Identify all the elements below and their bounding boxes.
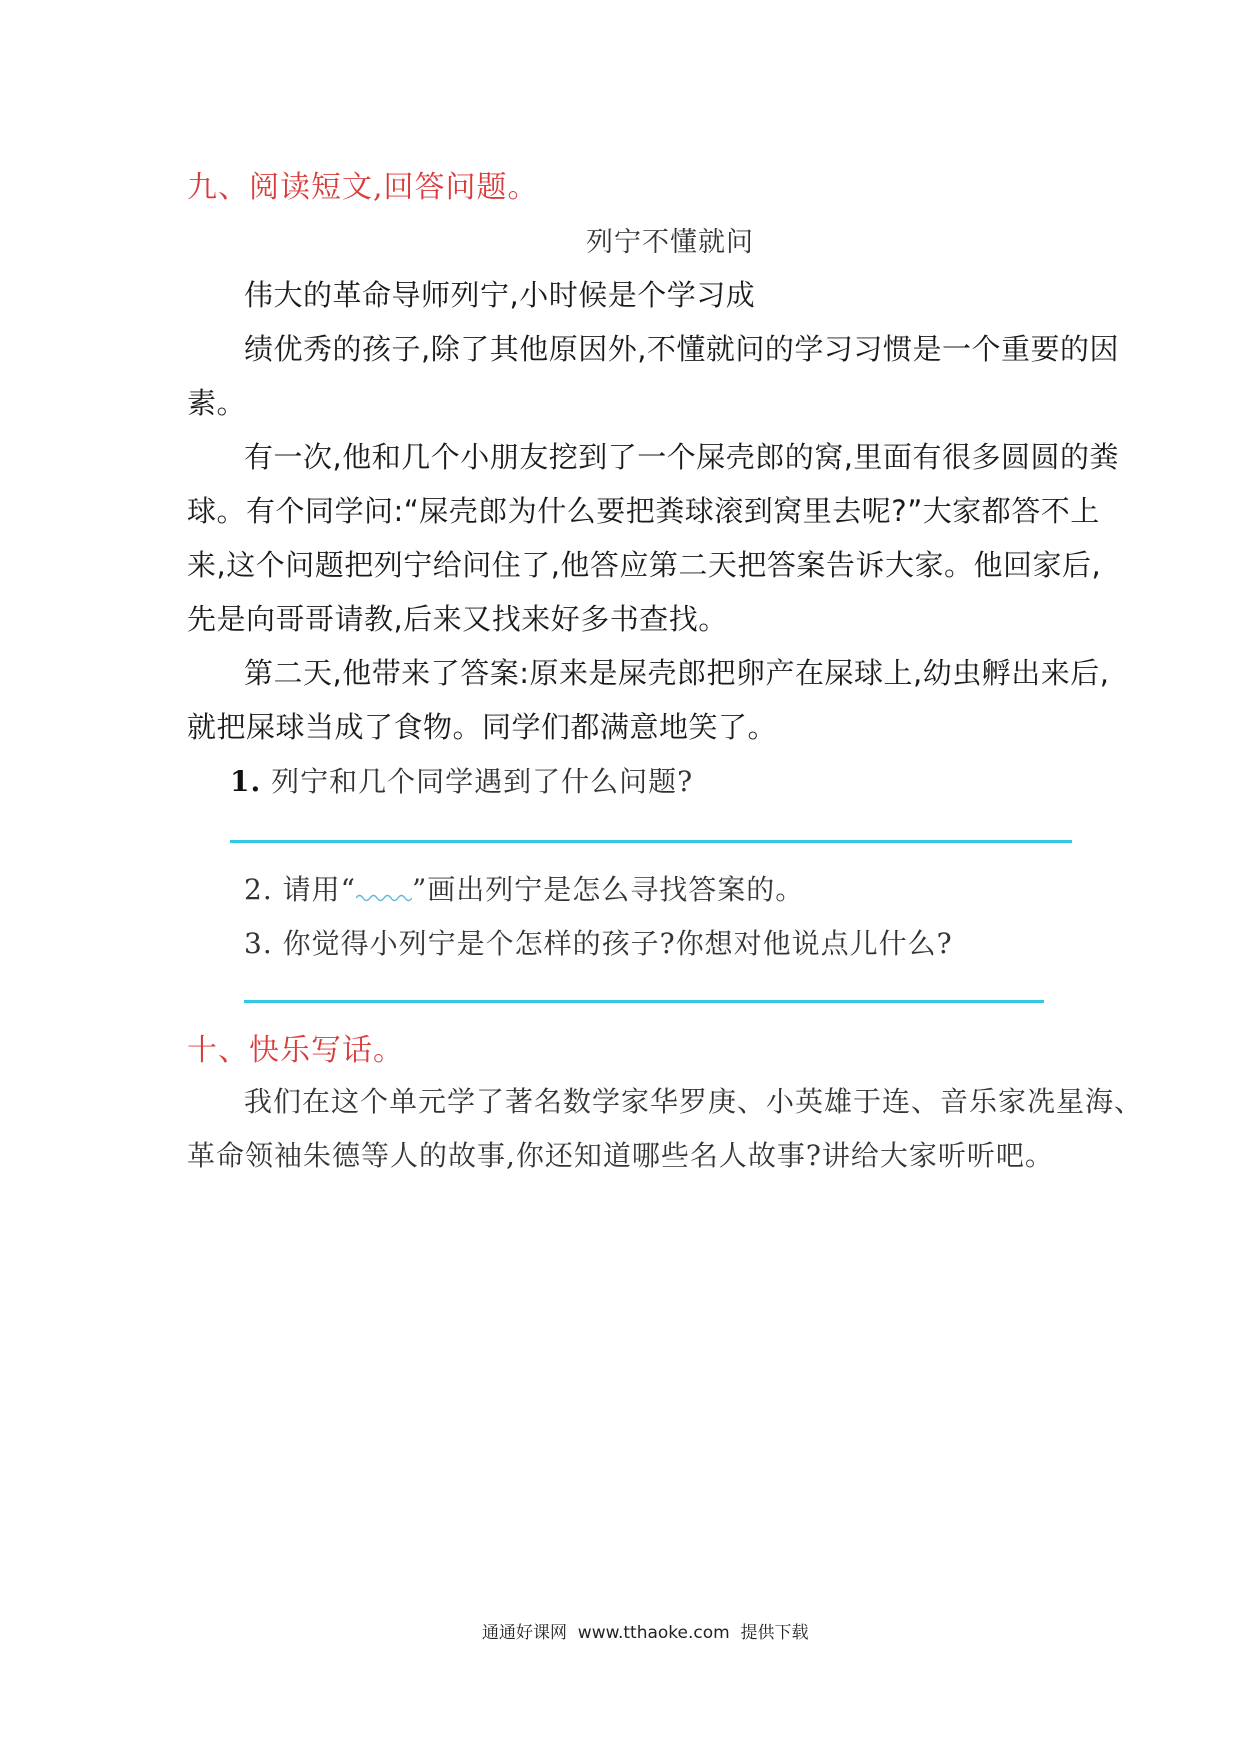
paragraph-line: 绩优秀的孩子,除了其他原因外,不懂就问的学习习惯是一个重要的因: [244, 332, 1119, 366]
writing-prompt-line: 我们在这个单元学了著名数学家华罗庚、小英雄于连、音乐家冼星海、: [244, 1085, 1144, 1118]
paragraph-line: 先是向哥哥请教,后来又找来好多书查找。: [187, 602, 728, 636]
question-1: [230, 760, 693, 800]
paragraph-line: 伟大的革命导师列宁,小时候是个学习成: [244, 278, 756, 312]
paragraph-line: 有一次,他和几个小朋友挖到了一个屎壳郎的窝,里面有很多圆圆的粪: [244, 440, 1119, 474]
question-text-after: ”画出列宁是怎么寻找答案的。: [411, 873, 805, 906]
question-3: 3. 你觉得小列宁是个怎样的孩子?你想对他说点儿什么?: [244, 927, 953, 960]
question-2: [244, 868, 804, 908]
paragraph-line: 来,这个问题把列宁给问住了,他答应第二天把答案告诉大家。他回家后,: [187, 548, 1102, 582]
section-9-title: 九、阅读短文,回答问题。: [187, 170, 539, 205]
paragraph-line: 素。: [187, 386, 247, 420]
section-10-title: 十、快乐写话。: [187, 1033, 404, 1068]
answer-line[interactable]: [230, 840, 1072, 843]
answer-line[interactable]: [244, 1000, 1044, 1003]
paragraph-line: 第二天,他带来了答案:原来是屎壳郎把卵产在屎球上,幼虫孵出来后,: [244, 656, 1110, 690]
footer-source: 通通好课网 www.tthaoke.com 提供下载: [482, 1623, 809, 1643]
question-text: 列宁和几个同学遇到了什么问题?: [271, 765, 694, 798]
passage-title: 列宁不懂就问: [586, 227, 754, 258]
writing-prompt-line: 革命领袖朱德等人的故事,你还知道哪些名人故事?讲给大家听听吧。: [187, 1139, 1054, 1172]
wavy-underline-icon: [356, 893, 412, 903]
paragraph-line: 球。有个同学问:“屎壳郎为什么要把粪球滚到窝里去呢?”大家都答不上: [187, 494, 1100, 528]
paragraph-line: 就把屎球当成了食物。同学们都满意地笑了。: [187, 710, 778, 744]
question-text-before: 2. 请用“: [244, 873, 356, 906]
question-number: 1.: [230, 765, 262, 798]
